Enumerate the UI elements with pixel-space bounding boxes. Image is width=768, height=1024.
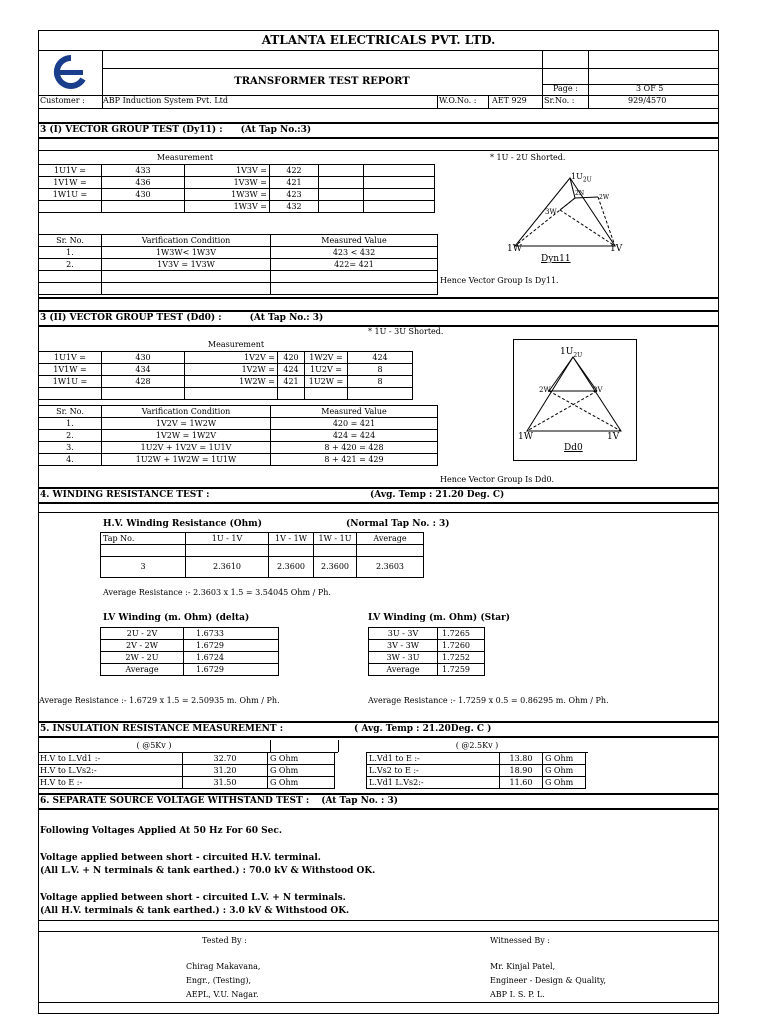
vg2-measurement-header: Measurement (207, 340, 265, 349)
table-cell: 8 + 421 = 429 (271, 454, 438, 466)
table-row (39, 376, 413, 388)
table-cell: 1W3W< 1W3V (102, 247, 271, 259)
table-row (39, 189, 435, 201)
table-cell: 32.70 (183, 753, 268, 765)
table-row (367, 777, 586, 789)
table-cell: 424 (278, 364, 305, 376)
table-cell: 3U - 3V (369, 628, 438, 640)
table-cell: G Ohm (268, 765, 335, 777)
table-row (39, 235, 438, 247)
table-header: Tap No. (101, 533, 186, 545)
table-cell: 1. (39, 247, 102, 259)
table-cell: G Ohm (268, 753, 335, 765)
witnessed-by-role: Engineer - Design & Quality, (490, 976, 607, 985)
table-cell: 1.7265 (438, 628, 485, 640)
ssv-line-3: (All L.V. + N terminals & tank earthed.) : 70.0 kV & Withstood OK. (40, 866, 376, 876)
table-header: Varification Condition (102, 235, 271, 247)
table-cell: 2.3610 (186, 557, 269, 578)
lv-star-title: LV Winding (m. Ohm) (Star) (368, 613, 511, 623)
table-cell: 428 (102, 376, 185, 388)
lv-delta-title: LV Winding (m. Ohm) (delta) (103, 613, 250, 623)
table-cell: 3 (101, 557, 186, 578)
table-cell: 18.90 (500, 765, 543, 777)
table-cell: 3. (39, 442, 102, 454)
lv-delta-table (100, 627, 279, 676)
tested-by-label: Tested By : (202, 936, 247, 945)
ir-left-table (38, 752, 335, 789)
table-cell: 430 (102, 189, 185, 201)
hv-winding-title: H.V. Winding Resistance (Ohm) (103, 519, 262, 529)
table-cell: 1V2V = (185, 352, 278, 364)
table-row (39, 418, 438, 430)
dd0-label-1u: $1U_{2U}$ (560, 347, 583, 359)
customer-label: Customer : (40, 96, 85, 105)
vg1-measurement-table (38, 164, 435, 213)
table-row (101, 640, 279, 652)
dyn11-label-1v: 1V (610, 244, 623, 254)
customer-value: ABP Induction System Pvt. Ltd (103, 96, 228, 105)
table-row (38, 753, 335, 765)
table-header: 1W - 1U (314, 533, 357, 545)
dyn11-label-2w: 2W (599, 194, 609, 201)
table-row (39, 177, 435, 189)
hv-normal-tap: (Normal Tap No. : 3) (346, 519, 450, 529)
table-cell: 8 (348, 364, 413, 376)
vg1-conclusion: Hence Vector Group Is Dy11. (440, 276, 559, 285)
table-cell: 436 (102, 177, 185, 189)
table-cell: 1.6724 (184, 652, 279, 664)
witnessed-by-org: ABP I. S. P. L. (490, 990, 545, 999)
table-row (39, 454, 438, 466)
vg1-verification-table (38, 234, 438, 295)
table-cell: 432 (270, 201, 319, 213)
table-cell: 1.6733 (184, 628, 279, 640)
table-row (39, 247, 438, 259)
table-cell: 1V1W = (39, 364, 102, 376)
table-cell: 1W3V = (185, 201, 270, 213)
lv-star-table (368, 627, 485, 676)
table-cell: 1.7259 (438, 664, 485, 676)
table-cell: 420 = 421 (271, 418, 438, 430)
table-cell: 31.20 (183, 765, 268, 777)
table-cell: 1V2V = 1W2W (102, 418, 271, 430)
table-header: Sr. No. (39, 235, 102, 247)
wr-section-title: 4. WINDING RESISTANCE TEST : (Avg. Temp : 21.20 Deg. C) (40, 490, 505, 500)
dyn11-label-1w: 1W (507, 244, 522, 254)
table-cell: 13.80 (500, 753, 543, 765)
table-cell: 1.6729 (184, 664, 279, 676)
table-cell: G Ohm (543, 765, 586, 777)
table-cell: 11.60 (500, 777, 543, 789)
table-cell: 420 (278, 352, 305, 364)
table-cell: 1V3V = 1V3W (102, 259, 271, 271)
table-cell: Average (369, 664, 438, 676)
table-cell: 31.50 (183, 777, 268, 789)
table-cell (39, 201, 102, 213)
dyn11-label-3w: 3W (545, 208, 557, 216)
table-row (39, 352, 413, 364)
table-cell: 2W - 2U (101, 652, 184, 664)
table-cell: L.Vd1 to E :- (367, 753, 500, 765)
report-title: TRANSFORMER TEST REPORT (234, 76, 410, 87)
vg2-measurement-table (38, 351, 413, 400)
table-cell: G Ohm (268, 777, 335, 789)
table-cell: 421 (270, 177, 319, 189)
ir-left-header: ( @5Kv ) (136, 741, 172, 750)
table-row (101, 664, 279, 676)
ssv-section-title: 6. SEPARATE SOURCE VOLTAGE WITHSTAND TEST : (At Tap No. : 3) (40, 796, 398, 806)
table-cell: 1W1U = (39, 376, 102, 388)
table-cell: 1.6729 (184, 640, 279, 652)
table-row (369, 628, 485, 640)
page-value: 3 OF 5 (636, 84, 664, 93)
table-row (39, 430, 438, 442)
table-cell: 1. (39, 418, 102, 430)
vg2-verification-table (38, 405, 438, 466)
witnessed-by-name: Mr. Kinjal Patel, (490, 962, 556, 971)
table-cell: 1V2W = (185, 364, 278, 376)
table-row (39, 364, 413, 376)
dyn11-name: Dyn11 (541, 254, 571, 264)
table-row (39, 259, 438, 271)
table-row (39, 406, 438, 418)
table-cell: 1W1U = (39, 189, 102, 201)
table-cell: 1U2V + 1V2V = 1U1V (102, 442, 271, 454)
lv-delta-average: Average Resistance :- 1.6729 x 1.5 = 2.50935 m. Ohm / Ph. (39, 696, 280, 705)
table-row (39, 201, 435, 213)
table-cell: 1U2V = (305, 364, 348, 376)
vg2-section-title: 3 (II) VECTOR GROUP TEST (Dd0) : (At Tap No.: 3) (40, 313, 324, 323)
table-header: 1V - 1W (269, 533, 314, 545)
table-cell: 1W3W = (185, 189, 270, 201)
table-row (38, 777, 335, 789)
table-row (367, 753, 586, 765)
table-cell: 430 (102, 352, 185, 364)
table-cell: 423 < 432 (271, 247, 438, 259)
ir-right-header: ( @2.5Kv ) (455, 741, 499, 750)
table-row (101, 557, 424, 578)
table-cell: 1V2W = 1W2V (102, 430, 271, 442)
vg1-note: * 1U - 2U Shorted. (490, 153, 566, 162)
page-label: Page : (553, 84, 578, 93)
table-cell: 423 (270, 189, 319, 201)
table-cell: 2.3600 (314, 557, 357, 578)
ssv-line-2: Voltage applied between short - circuited H.V. terminal. (40, 853, 321, 863)
table-cell: 1.7252 (438, 652, 485, 664)
tested-by-name: Chirag Makavana, (186, 962, 261, 971)
vg2-note: * 1U - 3U Shorted. (368, 327, 444, 336)
table-cell: 2. (39, 259, 102, 271)
witnessed-by-label: Witnessed By : (490, 936, 550, 945)
table-header: 1U - 1V (186, 533, 269, 545)
table-cell: 422 (270, 165, 319, 177)
dd0-label-1v: 1V (607, 432, 620, 442)
table-cell: 1U2W + 1W2W = 1U1W (102, 454, 271, 466)
srno-label: Sr.No. : (544, 96, 575, 105)
ssv-line-1: Following Voltages Applied At 50 Hz For 60 Sec. (40, 826, 283, 836)
table-cell: 3W - 3U (369, 652, 438, 664)
ir-right-table (366, 752, 586, 789)
vg1-section-title: 3 (I) VECTOR GROUP TEST (Dy11) : (At Tap No.:3) (40, 125, 312, 135)
table-header: Measured Value (271, 406, 438, 418)
table-cell: 3V - 3W (369, 640, 438, 652)
ssv-line-5: (All H.V. terminals & tank earthed.) : 3.0 kV & Withstood OK. (40, 906, 350, 916)
table-header: Sr. No. (39, 406, 102, 418)
table-cell: 2U - 2V (101, 628, 184, 640)
table-cell: G Ohm (543, 777, 586, 789)
table-cell: 422= 421 (271, 259, 438, 271)
table-header: Varification Condition (102, 406, 271, 418)
table-row (369, 664, 485, 676)
hv-resistance-table (100, 532, 424, 578)
table-cell: 4. (39, 454, 102, 466)
company-name: ATLANTA ELECTRICALS PVT. LTD. (261, 33, 496, 47)
table-cell: 1.7260 (438, 640, 485, 652)
company-logo-icon (46, 54, 96, 92)
table-header: Measured Value (271, 235, 438, 247)
table-cell: 1U1V = (39, 352, 102, 364)
ir-section-title: 5. INSULATION RESISTANCE MEASUREMENT : ( Avg. Temp : 21.20Deg. C ) (40, 724, 492, 734)
table-row (369, 640, 485, 652)
table-cell: 2.3603 (357, 557, 424, 578)
table-cell: 2V - 2W (101, 640, 184, 652)
srno-value: 929/4570 (628, 96, 667, 105)
table-cell: 2. (39, 430, 102, 442)
ssv-line-4: Voltage applied between short - circuited L.V. + N terminals. (40, 893, 346, 903)
table-cell: 1W2W = (185, 376, 278, 388)
table-cell: 8 + 420 = 428 (271, 442, 438, 454)
table-cell: 2.3600 (269, 557, 314, 578)
table-cell: L.Vs2 to E :- (367, 765, 500, 777)
table-cell: 1V3W = (185, 177, 270, 189)
dd0-label-1w: 1W (518, 432, 533, 442)
wo-label: W.O.No. : (439, 96, 477, 105)
table-cell: 433 (102, 165, 185, 177)
table-cell: 424 = 424 (271, 430, 438, 442)
table-header: Average (357, 533, 424, 545)
wo-value: AET 929 (492, 96, 527, 105)
vg2-conclusion: Hence Vector Group Is Dd0. (440, 475, 555, 484)
table-row (367, 765, 586, 777)
table-cell: 1V1W = (39, 177, 102, 189)
lv-star-average: Average Resistance :- 1.7259 x 0.5 = 0.86295 m. Ohm / Ph. (368, 696, 609, 705)
hv-average-resistance: Average Resistance :- 2.3603 x 1.5 = 3.54045 Ohm / Ph. (103, 588, 331, 597)
table-row (38, 765, 335, 777)
table-cell: 1W2V = (305, 352, 348, 364)
table-row (369, 652, 485, 664)
table-row (39, 442, 438, 454)
table-cell: H.V to L.Vs2:- (38, 765, 183, 777)
table-cell: 1U1V = (39, 165, 102, 177)
table-cell: Average (101, 664, 184, 676)
table-row (101, 628, 279, 640)
table-cell: 421 (278, 376, 305, 388)
table-cell: L.Vd1 L.Vs2:- (367, 777, 500, 789)
table-row (39, 165, 435, 177)
vg1-measurement-header: Measurement (156, 153, 214, 162)
table-row (101, 652, 279, 664)
dyn11-label-1u: $1U_{2U}$ (571, 172, 592, 184)
table-cell: H.V to L.Vd1 :- (38, 753, 183, 765)
table-cell: 8 (348, 376, 413, 388)
table-cell: G Ohm (543, 753, 586, 765)
dd0-name: Dd0 (564, 443, 583, 453)
table-cell: 424 (348, 352, 413, 364)
table-row (101, 533, 424, 545)
dyn11-label-2n: 2N (575, 190, 585, 197)
dd0-label-2w: 2W (539, 386, 551, 394)
table-cell: H.V to E :- (38, 777, 183, 789)
table-cell (102, 201, 185, 213)
dd0-label-2v: 2V (593, 386, 603, 394)
table-cell: 1V3V = (185, 165, 270, 177)
table-cell: 1U2W = (305, 376, 348, 388)
tested-by-org: AEPL, V.U. Nagar. (186, 990, 259, 999)
tested-by-role: Engr., (Testing), (186, 976, 252, 985)
table-cell: 434 (102, 364, 185, 376)
